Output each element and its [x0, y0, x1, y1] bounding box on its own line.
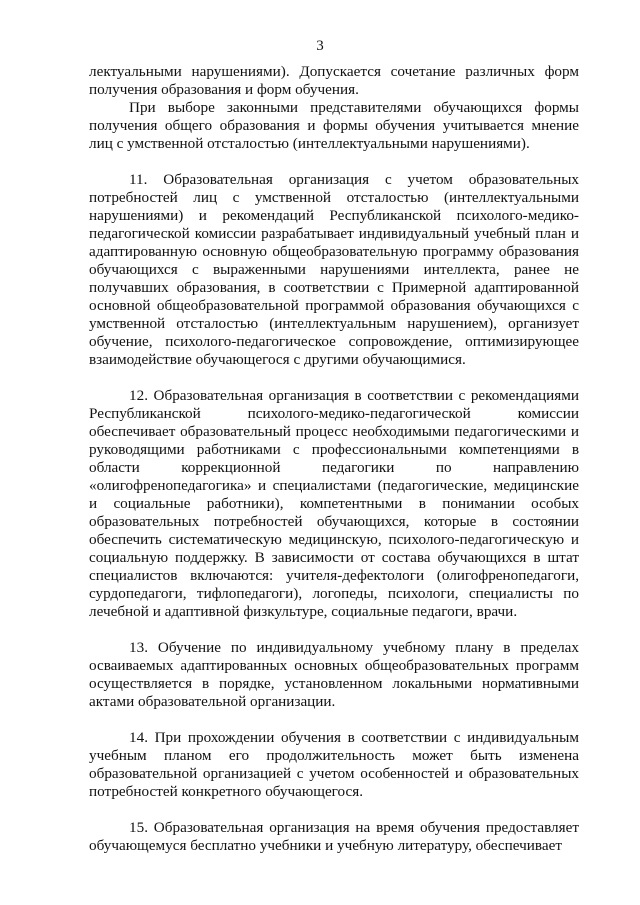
- paragraph-12: 12. Образовательная организация в соответствии с рекомендациями Республиканской психолого-медико-педагогической комиссии обеспечивает образовательный процесс необходимыми педагогическими и руководящими работниками с профессиональными компетенциями в области коррекционной педагогики по направлению «олигофренопедагогика» и специалистами (педагогические, медицинские и социальные работники), компетентными в понимании особых образовательных потребностей обучающихся, которые в состоянии обеспечить систематическую медицинскую, психолого-педагогическую и социальную поддержку. В зависимости от состава обучающихся в штат специалистов включаются: учителя-дефектологи (олигофренопедагоги, сурдопедагоги, тифлопедагоги), логопеды, психологи, специалисты по лечебной и адаптивной физкультуре, социальные педагоги, врачи.: [89, 387, 579, 620]
- paragraph-15: 15. Образовательная организация на время обучения предоставляет обучающемуся бесплатно учебники и учебную литературу, обеспечивает: [89, 819, 579, 854]
- paragraph-continuation: лектуальными нарушениями). Допускается сочетание различных форм получения образования и форм обучения.: [89, 63, 579, 98]
- paragraph-representatives-choice: При выборе законными представителями обучающихся формы получения общего образования и формы обучения учитывается мнение лиц с умственной отсталостью (интеллектуальными нарушениями).: [89, 99, 579, 152]
- page-number: 3: [316, 38, 324, 54]
- document-body: [89, 63, 579, 855]
- paragraph-14: 14. При прохождении обучения в соответствии с индивидуальным учебным планом его продолжительность может быть изменена образовательной организацией с учетом особенностей и образовательных потребностей конкретного обучающегося.: [89, 729, 579, 800]
- paragraph-11: 11. Образовательная организация с учетом образовательных потребностей лиц с умственной отсталостью (интеллектуальными нарушениями) и рекомендаций Республиканской психолого-медико-педагогической комиссии разрабатывает индивидуальный учебный план и адаптированную основную общеобразовательную программу образования обучающихся с выраженными нарушениями интеллекта, ранее не получавших образования, в соответствии с Примерной адаптированной основной общеобразовательной программой образования обучающихся с умственной отсталостью (интеллектуальным нарушением), организует обучение, психолого-педагогическое сопровождение, оптимизирующее взаимодействие обучающегося с другими обучающимися.: [89, 171, 579, 368]
- paragraph-13: 13. Обучение по индивидуальному учебному плану в пределах осваиваемых адаптированных основных общеобразовательных программ осуществляется в порядке, установленном локальными нормативными актами образовательной организации.: [89, 639, 579, 710]
